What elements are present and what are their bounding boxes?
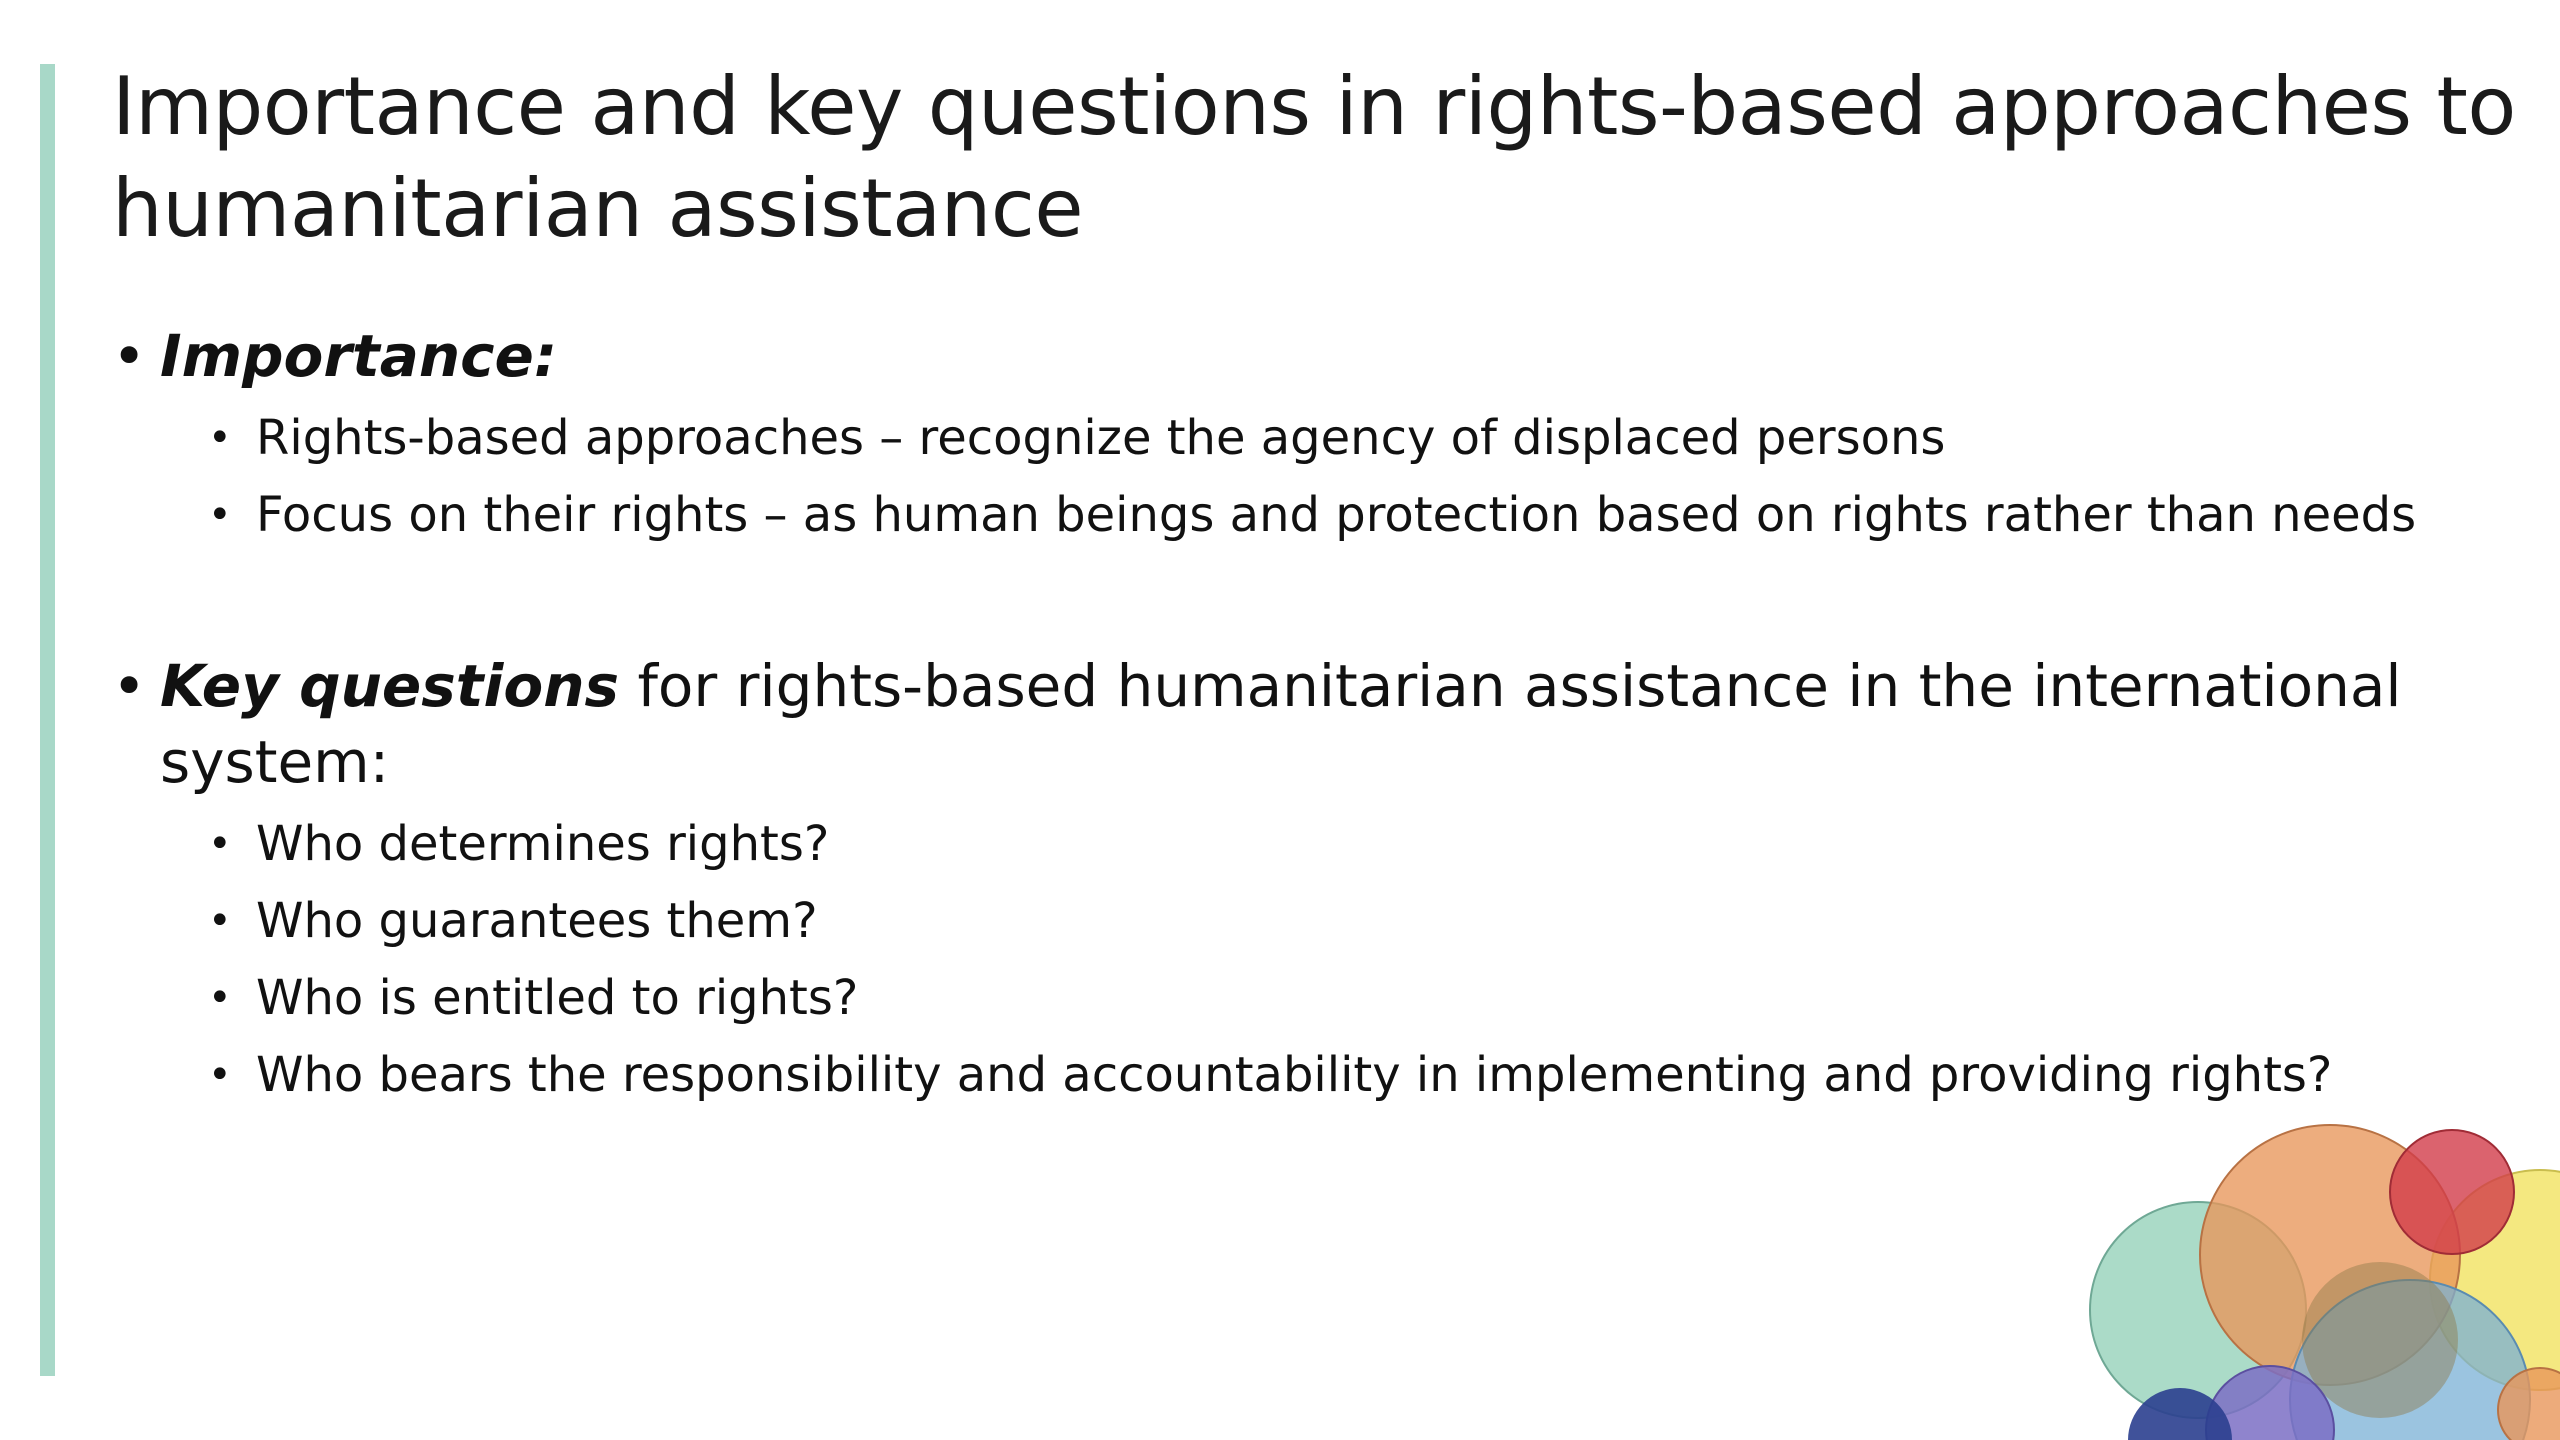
bullet-icon: • <box>208 821 232 867</box>
bullet-icon: • <box>112 652 147 720</box>
bullet-icon: • <box>208 898 232 944</box>
list-item <box>112 477 2432 554</box>
list-item-text: Who guarantees them? <box>256 893 818 949</box>
slide-title-line-1: Importance and key questions in rights-based approaches to <box>112 60 2516 153</box>
bubbles-graphic <box>2080 1110 2560 1440</box>
bullet-icon: • <box>208 975 232 1021</box>
bubble-olive <box>2302 1262 2458 1418</box>
list-item <box>112 1037 2432 1114</box>
key-questions-section <box>112 648 2432 1114</box>
importance-section <box>112 318 2432 554</box>
key-questions-heading-rest: for rights-based humanitarian assistance in the international <box>619 652 2402 720</box>
list-item <box>112 883 2432 960</box>
key-questions-list <box>112 806 2432 1114</box>
list-item-text: Who is entitled to rights? <box>256 970 859 1026</box>
importance-bullet <box>112 318 2432 394</box>
bullet-icon: • <box>208 1052 232 1098</box>
key-questions-heading: Key questions <box>160 652 620 720</box>
decorative-bubbles <box>2080 1110 2560 1440</box>
list-item <box>112 400 2432 477</box>
bullet-icon: • <box>112 322 147 390</box>
list-item-text: Who bears the responsibility and accountability in implementing and providing rights? <box>256 1047 2333 1103</box>
bullet-icon: • <box>208 492 232 538</box>
slide-title <box>112 56 2516 260</box>
bullet-icon: • <box>208 415 232 461</box>
key-questions-heading-rest-line-2: system: <box>160 728 390 796</box>
bubble-red <box>2390 1130 2514 1254</box>
list-item-text: Rights-based approaches – recognize the agency of displaced persons <box>256 410 1946 466</box>
list-item <box>112 806 2432 883</box>
list-item <box>112 960 2432 1037</box>
slide-title-line-2: humanitarian assistance <box>112 162 1084 255</box>
importance-list <box>112 400 2432 554</box>
importance-heading: Importance: <box>160 322 558 390</box>
key-questions-bullet <box>112 648 2432 800</box>
list-item-text: Who determines rights? <box>256 816 830 872</box>
accent-bar <box>40 64 55 1376</box>
list-item-text: Focus on their rights – as human beings and protection based on rights rather than needs <box>256 487 2417 543</box>
